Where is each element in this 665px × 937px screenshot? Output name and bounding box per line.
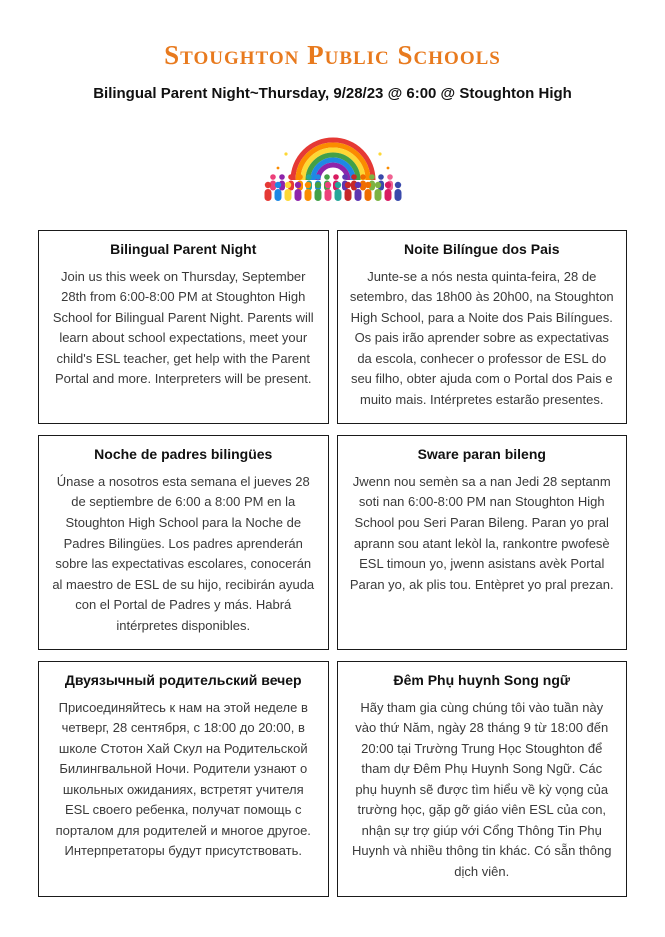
language-cards-grid [38, 230, 627, 897]
card-spanish [38, 435, 329, 650]
card-english-body: Join us this week on Thursday, September 28th from 6:00-8:00 PM at Stoughton High School for Bilingual Parent Night. Parents will learn about school expectations, meet your child's ESL teacher, get help with the Parent Portal and more. Interpreters will be present. [52, 268, 314, 387]
card-english-title: Bilingual Parent Night [110, 241, 257, 257]
card-vietnamese-body: Hãy tham gia cùng chúng tôi vào tuần này vào thứ Năm, ngày 28 tháng 9 từ 18:00 đến 20:00 tại Trường Trung Học Stoughton để tham dự Đêm Phụ Huynh Song Ngữ. Các phụ huynh sẽ được tìm hiểu về kỳ vọng của trường học, gặp gỡ giáo viên ESL của con, nhận sự trợ giúp với Cổng Thông Tin Phụ Huynh và nhiều thông tin khác. Có sẵn thông dịch viên. [352, 699, 612, 879]
rainbow-icon [293, 140, 373, 180]
page-title: Stoughton Public Schools [164, 40, 501, 70]
card-portuguese-title: Noite Bilíngue dos Pais [403, 241, 560, 257]
card-russian-body: Присоединяйтесь к нам на этой неделе в четверг, 28 сентября, с 18:00 до 20:00, в школе Стотон Хай Скул на Родительской Билингвальной Ночи. Родители узнают о школьных ожиданиях, встретят учителя ESL своего ребенка, получат помощь с порталом для родителей и многое другое. Интерпретаторы будут присутствовать. [55, 699, 311, 859]
card-vietnamese-title: Đêm Phụ huynh Song ngữ [393, 672, 571, 689]
card-portuguese [337, 230, 628, 424]
card-spanish-body: Únase a nosotros esta semana el jueves 28 de septiembre de 6:00 a 8:00 PM en la Stoughton High School para la Noche de Padres Bilingües. Los padres aprenderán sobre las expectativas escolares, conocerán al maestro de ESL de su hijo, recibirán ayuda con el Portal de Padres y más. Habrá intérpretes disponibles. [52, 473, 315, 633]
card-vietnamese [337, 661, 628, 896]
card-haitian-creole-title: Sware paran bileng [417, 446, 546, 463]
card-portuguese-body: Junte-se a nós nesta quinta-feira, 28 de setembro, das 18h00 às 20h00, na Stoughton High School, para a Noite dos Pais Bilíngues. Os pais irão aprender sobre as expectativas da escola, conhecer o professor de ESL do seu filho, obter ajuda com o Portal dos Pais e muito mais. Intérpretes estarão presentes. [349, 268, 614, 407]
card-spanish-title: Noche de padres bilingües [94, 446, 273, 463]
card-russian [38, 661, 329, 896]
illustration-container [0, 124, 665, 202]
card-english [38, 230, 329, 424]
card-haitian-creole-body: Jwenn nou semèn sa a nan Jedi 28 septanm soti nan 6:00-8:00 PM nan Stoughton High School pou Seri Paran Bileng. Paran yo pral aprann sou atant lekòl la, rankontre pwofesè ESL timoun yo, jwenn asistans avèk Portal Paran yo, ak plis tou. Entèpret yo pral prezan. [349, 473, 614, 592]
card-russian-title: Двуязычный родительский вечер [64, 672, 302, 689]
card-haitian-creole [337, 435, 628, 650]
rainbow-diverse-crowd-illustration [258, 124, 408, 202]
event-subtitle: Bilingual Parent Night~Thursday, 9/28/23 @ 6:00 @ Stoughton High [93, 85, 572, 102]
